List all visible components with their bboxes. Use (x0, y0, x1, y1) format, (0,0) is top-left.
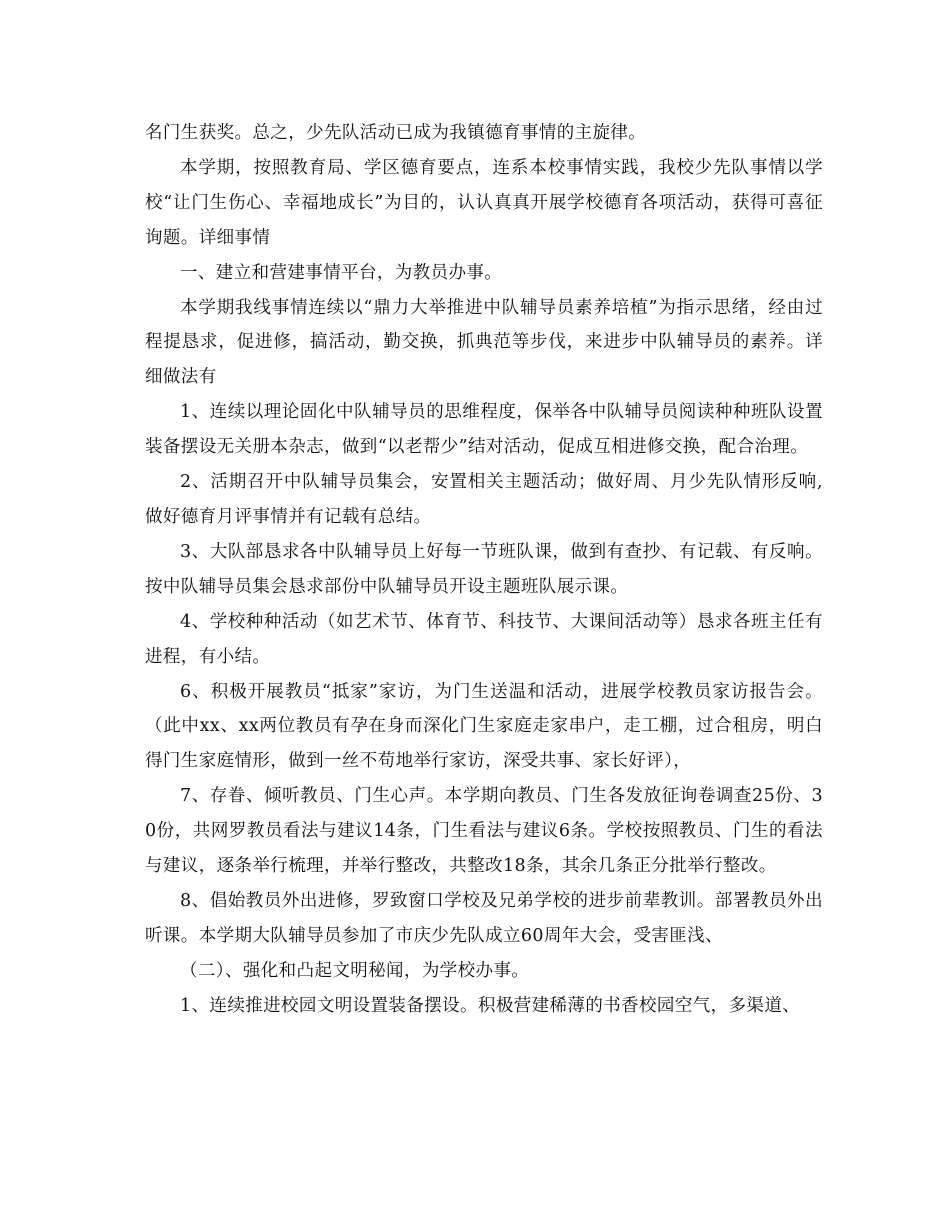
list-item: 6、积极开展教员“抵家”家访，为门生送温和活动，进展学校教员家访报告会。（此中xx、xx两位教员有孕在身而深化门生家庭走家串户，走工棚，过合租房，明白得门生家庭情形，做到一丝不苟地举行家访，深受共事、家长好评）， (145, 681, 823, 772)
list-item: 1、连续推进校园文明设置装备摆设。积极营建稀薄的书香校园空气，多渠道、 (180, 995, 801, 1016)
list-item: 1、连续以理论固化中队辅导员的思维程度，保举各中队辅导员阅读种种班队设置装备摆设无关册本杂志，做到“以老帮少”结对活动，促成互相进修交换，配合治理。 (145, 402, 823, 458)
list-item: 3、大队部恳求各中队辅导员上好每一节班队课，做到有查抄、有记载、有反响。按中队辅导员集会恳求部份中队辅导员开设主题班队展示课。 (145, 541, 823, 597)
list-item: 2、活期召开中队辅导员集会，安置相关主题活动；做好周、月少先队情形反响,做好德育月评事情并有记载有总结。 (145, 472, 823, 527)
section-heading: 一、建立和营建事情平台，为教员办事。 (180, 262, 503, 283)
paragraph: 名门生获奖。总之，少先队活动已成为我镇德育事情的主旋律。 (145, 123, 647, 143)
list-item: 8、倡始教员外出进修，罗致窗口学校及兄弟学校的进步前辈教训。部署教员外出听课。本学期大队辅导员参加了市庆少先队成立60周年大会，受害匪浅、 (145, 890, 823, 946)
list-item: 4、学校种种活动（如艺术节、体育节、科技节、大课间活动等）恳求各班主任有进程，有小结。 (145, 611, 823, 667)
section-heading: （二）、强化和凸起文明秘闻，为学校办事。 (180, 960, 530, 981)
paragraph: 本学期，按照教育局、学区德育要点，连系本校事情实践，我校少先队事情以学校“让门生伤心、幸福地成长”为目的，认认真真开展学校德育各项活动，获得可喜征询题。详细事情 (145, 157, 823, 248)
document-body (145, 116, 823, 1024)
list-item: 7、存眷、倾听教员、门生心声。本学期向教员、门生各发放征询卷调查25份、30份，共网罗教员看法与建议14条，门生看法与建议6条。学校按照教员、门生的看法与建议，逐条举行梳理，并举行整改，共整改18条，其余几条正分批举行整改。 (145, 786, 823, 877)
paragraph: 本学期我线事情连续以“鼎力大举推进中队辅导员素养培植”为指示思绪，经由过程提恳求，促进修，搞活动，勤交换，抓典范等步伐，来进步中队辅导员的素养。详细做法有 (145, 297, 823, 388)
